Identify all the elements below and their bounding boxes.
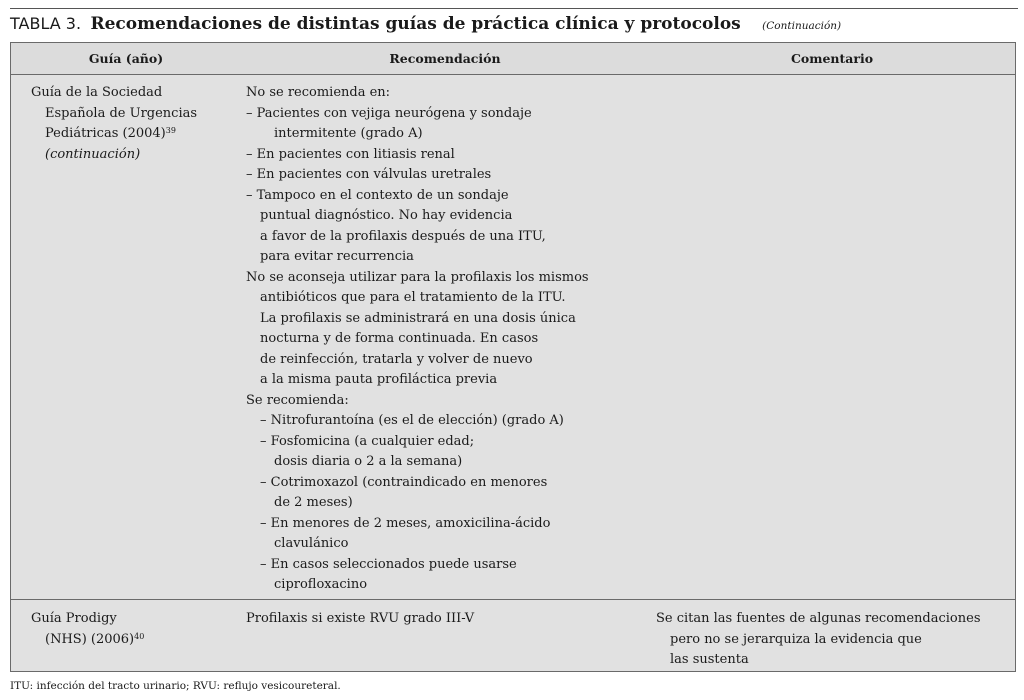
header-recomendacion: Recomendación [389, 51, 501, 66]
rec-line: ciprofloxacino [274, 577, 368, 592]
comment-line: las sustenta [670, 652, 749, 667]
table-header [11, 43, 1015, 75]
guidelines-table [10, 42, 1016, 672]
row-divider [11, 599, 1015, 600]
rec-line: dosis diaria o 2 a la semana) [274, 454, 463, 469]
row1-guia-line1: Guía de la Sociedad [31, 85, 163, 100]
rec-line: antibióticos que para el tratamiento de la ITU. [260, 290, 566, 305]
row1-guia-ref: 39 [165, 126, 176, 135]
rec-line: a favor de la profilaxis después de una ITU, [260, 228, 546, 244]
header-comentario: Comentario [790, 51, 874, 66]
rec-line: – En pacientes con válvulas uretrales [246, 167, 492, 182]
table-title [10, 13, 841, 37]
rec-line: – Tampoco en el contexto de un sondaje [246, 187, 509, 203]
rec-line: – Pacientes con vejiga neurógena y sondaje [246, 105, 532, 121]
rec-line: – Fosfomicina (a cualquier edad; [260, 433, 475, 449]
rec-line: de reinfección, tratarla y volver de nuevo [260, 351, 533, 367]
top-rule [10, 8, 1018, 9]
rec-line: a la misma pauta profiláctica previa [260, 372, 498, 387]
row1-guia-line3-text: Pediátricas (2004) [45, 126, 166, 141]
rec-line: clavulánico [274, 536, 349, 551]
rec-line: de 2 meses) [274, 495, 353, 510]
rec-line: intermitente (grado A) [274, 126, 423, 141]
row1-guia-line2: Española de Urgencias [45, 105, 198, 121]
row1-guia [31, 83, 197, 165]
header-guia: Guía (año) [88, 51, 164, 66]
rec-line: – Cotrimoxazol (contraindicado en menores [260, 474, 548, 490]
rec-line: – En pacientes con litiasis renal [246, 146, 455, 162]
comment-line: Se citan las fuentes de algunas recomendaciones [656, 611, 981, 626]
rec-line: No se aconseja utilizar para la profilaxis los mismos [246, 269, 589, 285]
rec-line: La profilaxis se administrará en una dosis única [260, 310, 576, 326]
row2-comentario [656, 609, 981, 671]
row2-recomendacion [246, 609, 474, 630]
rec-line: puntual diagnóstico. No hay evidencia [260, 208, 513, 223]
row2-guia-line2-text: (NHS) (2006) [45, 631, 135, 647]
table-main-title: Recomendaciones de distintas guías de práctica clínica y protocolos [90, 14, 741, 34]
table-label: TABLA 3. [10, 14, 82, 33]
rec-line: para evitar recurrencia [260, 249, 414, 264]
rec-line: – Nitrofurantoína (es el de elección) (grado A) [260, 413, 564, 428]
comment-line: pero no se jerarquiza la evidencia que [670, 631, 922, 647]
row2-guia-ref: 40 [134, 631, 145, 641]
rec-line: No se recomienda en: [246, 85, 391, 100]
row1-recomendacion [246, 83, 589, 596]
row1-guia-line4: (continuación) [45, 146, 141, 162]
row1-guia-line3 [31, 124, 197, 145]
row2-guia [31, 609, 144, 650]
rec-line: nocturna y de forma continuada. En casos [260, 331, 539, 346]
rec-line: – En menores de 2 meses, amoxicilina-ácido [260, 515, 551, 531]
row2-guia-line1: Guía Prodigy [31, 611, 117, 626]
row2-guia-line2 [31, 630, 144, 651]
rec-line: Profilaxis si existe RVU grado III-V [246, 611, 475, 626]
table-continuation: (Continuación) [762, 20, 842, 32]
rec-line: Se recomienda: [246, 392, 349, 408]
rec-line: – En casos seleccionados puede usarse [260, 556, 517, 572]
table-footnote: ITU: infección del tracto urinario; RVU: reflujo vesicoureteral. [10, 680, 341, 692]
